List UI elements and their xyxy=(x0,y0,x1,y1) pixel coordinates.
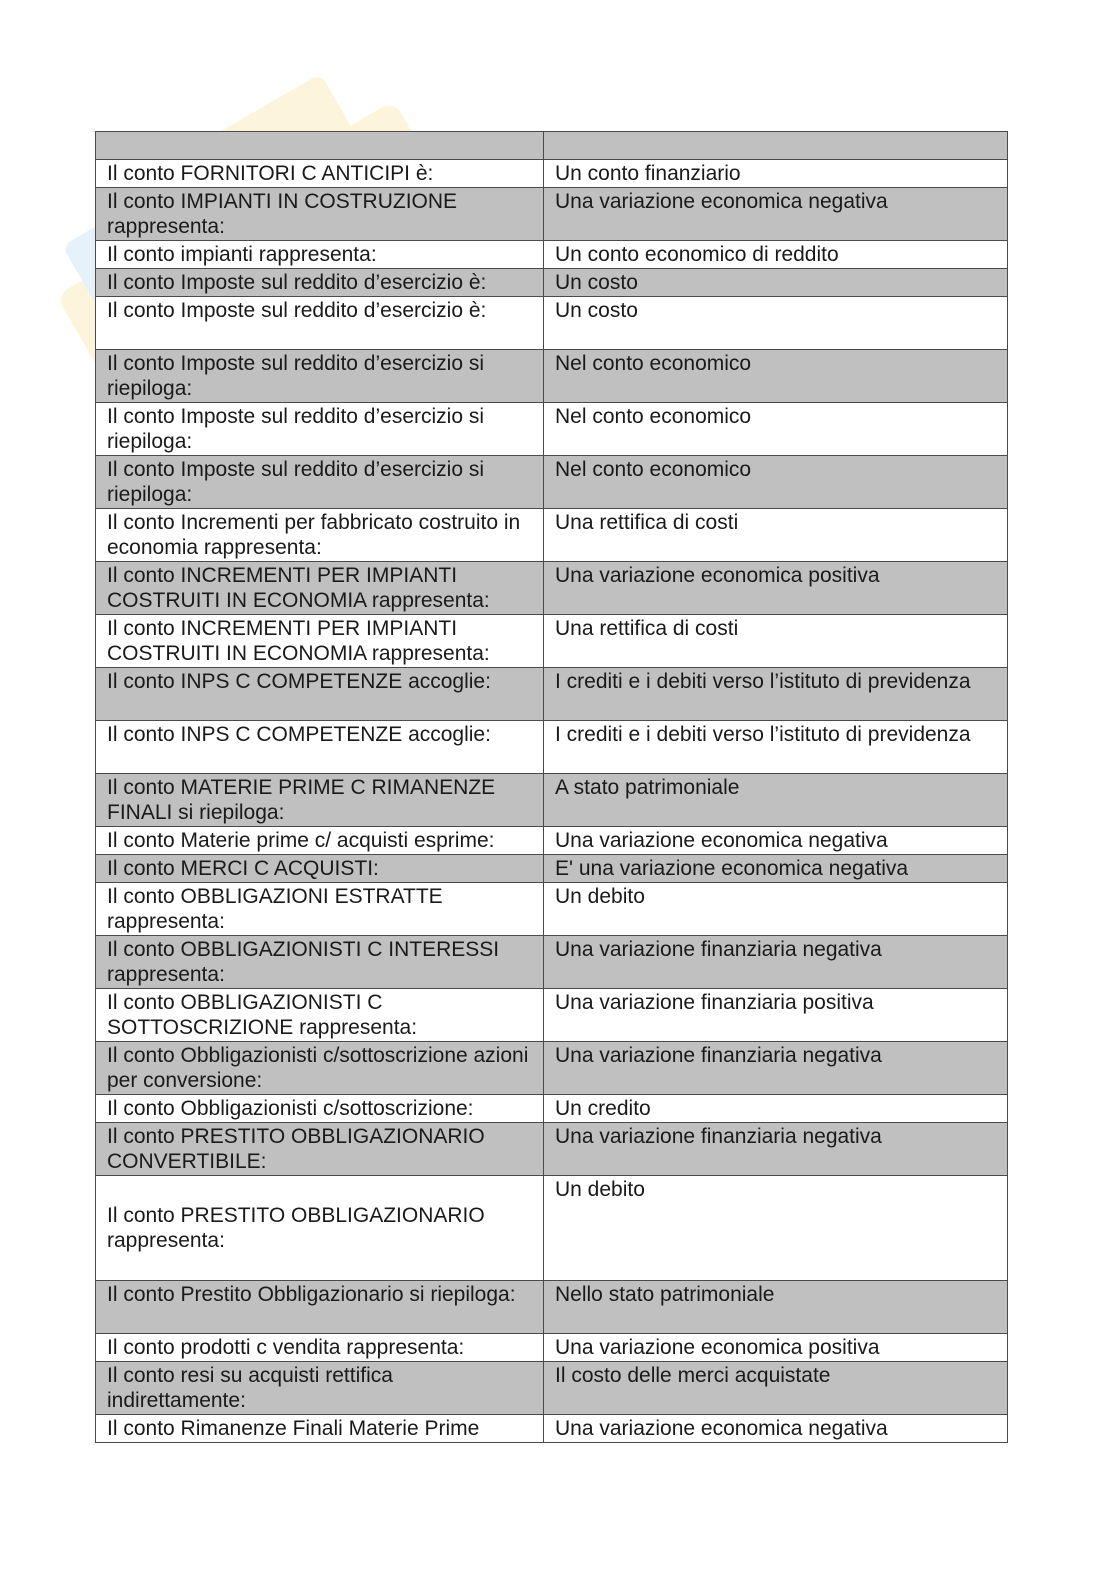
table-row xyxy=(96,562,1008,615)
table-row xyxy=(96,883,1008,936)
answer-cell: Un debito xyxy=(544,1176,1008,1281)
header-cell-question xyxy=(96,132,544,160)
table-row xyxy=(96,241,1008,269)
answer-cell: Un costo xyxy=(544,269,1008,297)
question-cell: Il conto IMPIANTI IN COSTRUZIONE rappresenta: xyxy=(96,188,544,241)
answer-cell: A stato patrimoniale xyxy=(544,774,1008,827)
table-row xyxy=(96,269,1008,297)
table-row xyxy=(96,855,1008,883)
question-cell: Il conto Rimanenze Finali Materie Prime xyxy=(96,1415,544,1443)
question-cell: Il conto Obbligazionisti c/sottoscrizione azioni per conversione: xyxy=(96,1042,544,1095)
question-cell: Il conto PRESTITO OBBLIGAZIONARIO rappresenta: xyxy=(96,1176,544,1281)
answer-cell: Una variazione finanziaria negativa xyxy=(544,1123,1008,1176)
question-cell: Il conto PRESTITO OBBLIGAZIONARIO CONVERTIBILE: xyxy=(96,1123,544,1176)
table-header-row xyxy=(96,132,1008,160)
question-cell: Il conto OBBLIGAZIONISTI C SOTTOSCRIZIONE rappresenta: xyxy=(96,989,544,1042)
answer-cell: Un conto economico di reddito xyxy=(544,241,1008,269)
question-cell: Il conto MERCI C ACQUISTI: xyxy=(96,855,544,883)
table-row xyxy=(96,403,1008,456)
table-row xyxy=(96,160,1008,188)
question-cell: Il conto Imposte sul reddito d’esercizio è: xyxy=(96,297,544,350)
answer-cell: Nel conto economico xyxy=(544,403,1008,456)
table-row xyxy=(96,989,1008,1042)
question-cell: Il conto OBBLIGAZIONI ESTRATTE rappresenta: xyxy=(96,883,544,936)
table-row xyxy=(96,350,1008,403)
table-row xyxy=(96,509,1008,562)
question-cell: Il conto Materie prime c/ acquisti esprime: xyxy=(96,827,544,855)
answer-cell: I crediti e i debiti verso l’istituto di previdenza xyxy=(544,721,1008,774)
question-cell: Il conto MATERIE PRIME C RIMANENZE FINALI si riepiloga: xyxy=(96,774,544,827)
answer-cell: Una variazione economica negativa xyxy=(544,827,1008,855)
table-row xyxy=(96,456,1008,509)
question-cell: Il conto FORNITORI C ANTICIPI è: xyxy=(96,160,544,188)
answer-cell: Nello stato patrimoniale xyxy=(544,1281,1008,1334)
question-cell: Il conto INCREMENTI PER IMPIANTI COSTRUITI IN ECONOMIA rappresenta: xyxy=(96,615,544,668)
question-cell: Il conto Imposte sul reddito d’esercizio si riepiloga: xyxy=(96,350,544,403)
answer-cell: Nel conto economico xyxy=(544,456,1008,509)
question-cell: Il conto INPS C COMPETENZE accoglie: xyxy=(96,721,544,774)
question-cell: Il conto impianti rappresenta: xyxy=(96,241,544,269)
answer-cell: E' una variazione economica negativa xyxy=(544,855,1008,883)
question-cell: Il conto resi su acquisti rettifica indirettamente: xyxy=(96,1362,544,1415)
table-row xyxy=(96,1095,1008,1123)
answer-cell: Una variazione economica negativa xyxy=(544,188,1008,241)
table-row xyxy=(96,297,1008,350)
table-row xyxy=(96,721,1008,774)
answer-cell: Un credito xyxy=(544,1095,1008,1123)
answer-cell: Una variazione economica positiva xyxy=(544,1334,1008,1362)
question-cell: Il conto Incrementi per fabbricato costruito in economia rappresenta: xyxy=(96,509,544,562)
question-cell: Il conto Imposte sul reddito d’esercizio è: xyxy=(96,269,544,297)
answer-cell: Una variazione finanziaria negativa xyxy=(544,1042,1008,1095)
answer-cell: Un conto finanziario xyxy=(544,160,1008,188)
question-cell: Il conto OBBLIGAZIONISTI C INTERESSI rappresenta: xyxy=(96,936,544,989)
question-cell: Il conto INPS C COMPETENZE accoglie: xyxy=(96,668,544,721)
table-row xyxy=(96,1281,1008,1334)
question-cell: Il conto Imposte sul reddito d’esercizio si riepiloga: xyxy=(96,403,544,456)
answer-cell: Un debito xyxy=(544,883,1008,936)
question-cell: Il conto Imposte sul reddito d’esercizio si riepiloga: xyxy=(96,456,544,509)
table-row xyxy=(96,188,1008,241)
table-row xyxy=(96,936,1008,989)
header-cell-answer xyxy=(544,132,1008,160)
table-row xyxy=(96,1123,1008,1176)
answer-cell: Una variazione finanziaria negativa xyxy=(544,936,1008,989)
answer-cell: Il costo delle merci acquistate xyxy=(544,1362,1008,1415)
question-cell: Il conto Prestito Obbligazionario si riepiloga: xyxy=(96,1281,544,1334)
answer-cell: I crediti e i debiti verso l’istituto di previdenza xyxy=(544,668,1008,721)
answer-cell: Una variazione finanziaria positiva xyxy=(544,989,1008,1042)
question-cell: Il conto Obbligazionisti c/sottoscrizione: xyxy=(96,1095,544,1123)
answer-cell: Un costo xyxy=(544,297,1008,350)
answer-cell: Una rettifica di costi xyxy=(544,615,1008,668)
table-row xyxy=(96,827,1008,855)
answer-cell: Una rettifica di costi xyxy=(544,509,1008,562)
table-row xyxy=(96,615,1008,668)
table-row xyxy=(96,1042,1008,1095)
table-row xyxy=(96,1415,1008,1443)
table-row xyxy=(96,774,1008,827)
table-row xyxy=(96,1362,1008,1415)
table-row xyxy=(96,668,1008,721)
table-row xyxy=(96,1334,1008,1362)
qa-table xyxy=(95,131,1008,1443)
question-cell: Il conto prodotti c vendita rappresenta: xyxy=(96,1334,544,1362)
answer-cell: Una variazione economica positiva xyxy=(544,562,1008,615)
table-row xyxy=(96,1176,1008,1281)
question-cell: Il conto INCREMENTI PER IMPIANTI COSTRUITI IN ECONOMIA rappresenta: xyxy=(96,562,544,615)
answer-cell: Nel conto economico xyxy=(544,350,1008,403)
answer-cell: Una variazione economica negativa xyxy=(544,1415,1008,1443)
